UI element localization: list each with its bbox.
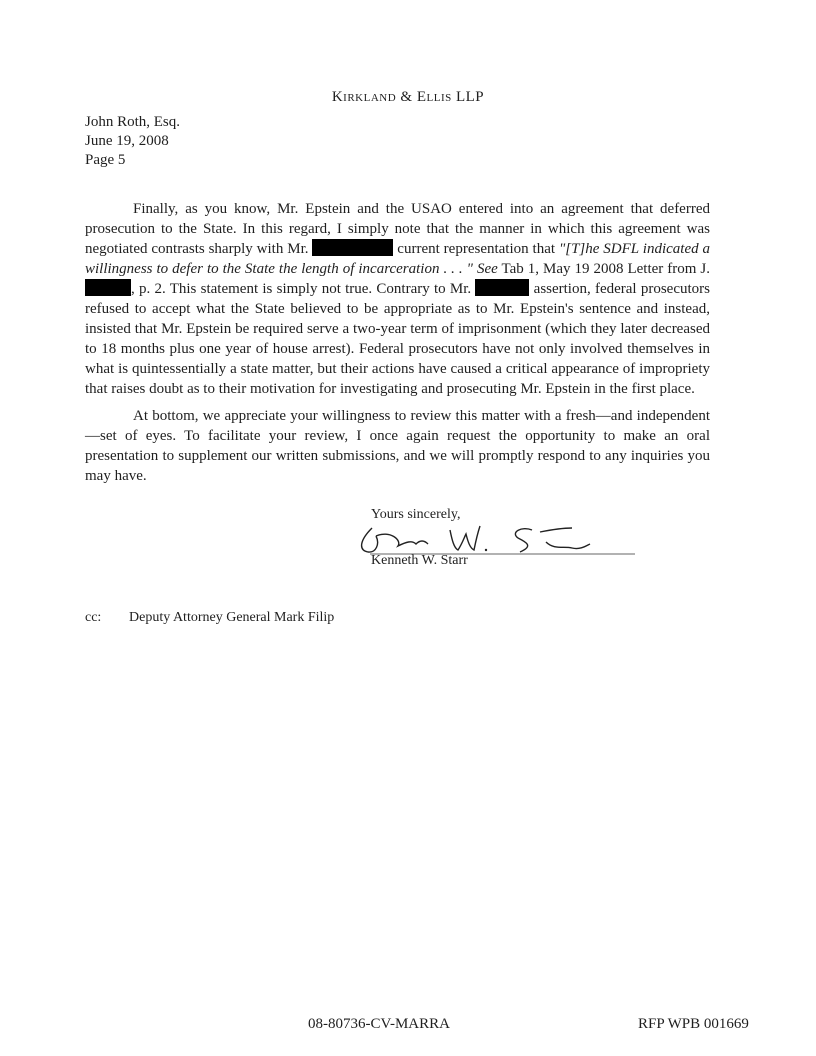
body-paragraph-1 (85, 199, 710, 399)
bates-number: RFP WPB 001669 (638, 1016, 749, 1032)
redaction-block (85, 279, 131, 296)
redaction-block (475, 279, 529, 296)
recipient-name: John Roth, Esq. (85, 114, 181, 130)
cc-label: cc: (85, 610, 102, 625)
cc-recipient: Deputy Attorney General Mark Filip (129, 610, 335, 625)
body-paragraph-2 (85, 406, 710, 486)
handwritten-signature (350, 510, 650, 558)
closing-salutation: Yours sincerely, (371, 507, 461, 522)
letter-date: June 19, 2008 (85, 133, 169, 149)
redaction-block (312, 239, 393, 256)
letterhead-firm-name: Kirkland & Ellis LLP (331, 89, 485, 105)
p2-text: At bottom, we appreciate your willingness to review this matter with a fresh—and independent—set of eyes. To facilitate your review, I once again request the opportunity to make an oral presentation to supplement our written submissions, and we will promptly respond to any inquiries you may have. (85, 408, 710, 484)
quoted-statement: "[T]he SDFL indicated a willingness to defer to the State the length of incarceration . . . " (85, 241, 710, 277)
p1-text-a: Finally, as you know, Mr. Epstein and the USAO entered into an agreement that deferred prosecution to the State. In this regard, I simply note that the manner in which this agreement was negotiated contrasts sharply with Mr. (85, 201, 710, 257)
case-number: 08-80736-CV-MARRA (308, 1016, 450, 1032)
p1-text-e: assertion, federal prosecutors refused to accept what the State believed to be appropriate as to Mr. Epstein's sentence and instead, insisted that Mr. Epstein be required serve a two-year term of imprisonment (which they later decreased to 18 months plus one year of house arrest). Federal prosecutors have not only involved themselves in what is quintessentially a state matter, but their actions have caused a critical appearance of impropriety that raises doubt as to their motivation for investigating and prosecuting Mr. Epstein in the first place. (85, 281, 710, 397)
letter-header (85, 113, 180, 170)
p1-text-c: Tab 1, May 19 2008 Letter from J. (501, 261, 711, 277)
page-number: Page 5 (85, 152, 126, 168)
p1-text-b: current representation that (397, 241, 556, 257)
cc-line (85, 610, 334, 626)
signer-name: Kenneth W. Starr (371, 553, 468, 568)
p1-text-d: , p. 2. This statement is simply not true. Contrary to Mr. (131, 281, 472, 297)
see-signal: See (476, 261, 498, 277)
